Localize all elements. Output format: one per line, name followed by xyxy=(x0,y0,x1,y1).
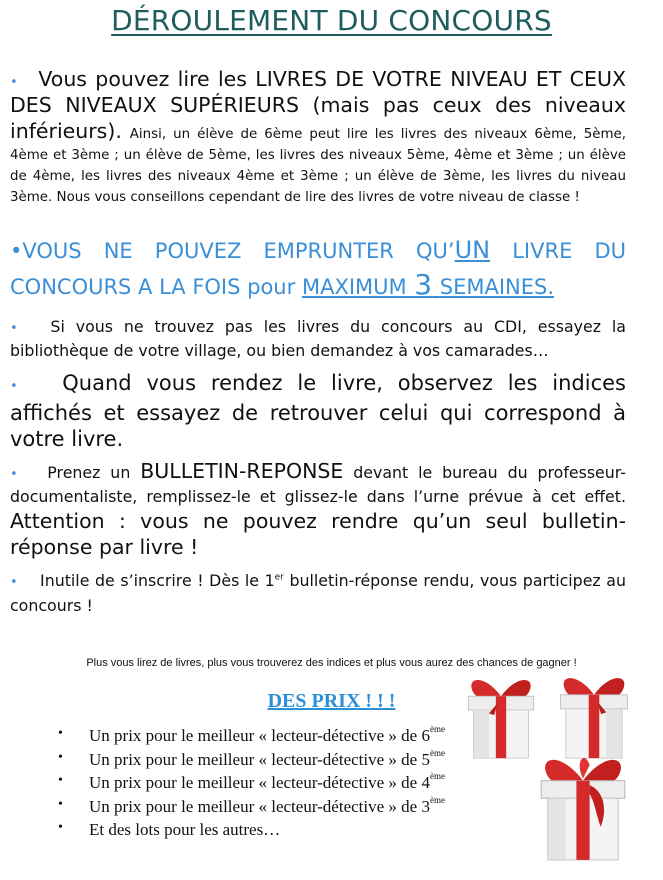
rule-reading-levels xyxy=(10,66,626,207)
rule-no-registration-text-1: Inutile de s’inscrire ! Dès le 1 xyxy=(40,571,275,590)
rule-no-registration xyxy=(10,569,626,617)
bullet-icon: • xyxy=(10,239,23,263)
rule-borrowing-text-1: VOUS NE POUVEZ EMPRUNTER QU’ xyxy=(22,239,455,263)
prize-list xyxy=(58,724,445,842)
prize-item xyxy=(58,818,445,842)
rule-borrowing-one: UN xyxy=(454,236,491,264)
bullet-icon: • xyxy=(58,796,63,812)
bullet-icon: • xyxy=(58,726,63,741)
prizes-title: DES PRIX ! ! ! xyxy=(267,690,396,712)
bullet-icon: • xyxy=(10,575,18,590)
rule-no-registration-text-2: bulletin-réponse rendu, vous participez au concours ! xyxy=(10,571,626,615)
prize-item-sup: ème xyxy=(429,794,445,805)
prize-item xyxy=(58,795,445,819)
prize-item xyxy=(58,748,445,772)
rule-reading-levels-lead: Vous pouvez lire les LIVRES DE VOTRE NIVEAU ET CEUX DES NIVEAUX SUPÉRIEURS (mais pas ceux des niveaux inférieurs). xyxy=(10,67,626,143)
rule-answer-slip xyxy=(10,460,626,560)
tagline: Plus vous lirez de livres, plus vous trouverez des indices et plus vous aurez des chances de gagner ! xyxy=(86,657,577,669)
rule-answer-slip-text-2: devant le bureau du professeur- documentaliste, remplissez-le et glissez-le dans l’urne prévue à cet effet. xyxy=(10,463,626,506)
bullet-icon: • xyxy=(58,749,63,765)
bullet-icon: • xyxy=(10,75,18,90)
prize-item-sup: ème xyxy=(429,724,445,735)
prize-item-text: Un prix pour le meilleur « lecteur-détective » de 4 xyxy=(89,773,430,792)
page-title: DÉROULEMENT DU CONCOURS xyxy=(111,4,552,37)
rule-return-clues xyxy=(10,370,626,452)
bullet-icon: • xyxy=(10,467,18,482)
rule-borrowing-weeks: SEMAINES. xyxy=(439,275,554,299)
bullet-icon: • xyxy=(58,773,63,788)
prize-item xyxy=(58,771,445,795)
rule-no-registration-sup: er xyxy=(274,572,284,583)
rule-borrowing-limit xyxy=(10,233,626,304)
prize-item-text: Un prix pour le meilleur « lecteur-détective » de 6 xyxy=(89,726,430,745)
rule-borrowing-maximum xyxy=(301,268,554,301)
rule-library-tip xyxy=(10,316,626,362)
rule-reading-levels-detail: Ainsi, un élève de 6ème peut lire les livres des niveaux 6ème, 5ème, 4ème et 3ème ; un élève de 5ème, les livres des niveaux 5ème, 4ème et 3ème ; un élève de 4ème, les livres des niveaux 4ème et 3ème ; un élève de 3ème, les livres du niveau 3ème. Nous vous conseillons cependant de lire des livres de votre niveau de classe ! xyxy=(10,127,626,205)
rule-borrowing-three: 3 xyxy=(414,268,433,301)
rule-borrowing-text-2: LIVRE DU CONCOURS A LA FOIS pour xyxy=(10,239,626,299)
prize-item-sup: ème xyxy=(429,771,445,782)
rule-return-clues-text: Quand vous rendez le livre, observez les indices affichés et essayez de retrouver celui qui correspond à votre livre. xyxy=(10,371,626,451)
prize-item-text: Un prix pour le meilleur « lecteur-détective » de 5 xyxy=(89,749,430,769)
rule-answer-slip-attention: Attention : vous ne pouvez rendre qu’un seul bulletin-réponse par livre ! xyxy=(10,509,626,559)
prize-item-text: Et des lots pour les autres… xyxy=(89,820,281,839)
bullet-icon: • xyxy=(10,379,18,394)
bullet-icon: • xyxy=(58,820,63,835)
prize-item-text: Un prix pour le meilleur « lecteur-détective » de 3 xyxy=(89,796,430,816)
gift-icon xyxy=(528,744,638,868)
rule-library-tip-text: Si vous ne trouvez pas les livres du concours au CDI, essayez la bibliothèque de votre village, ou bien demandez à vos camarades… xyxy=(10,317,626,360)
rule-answer-slip-text-1: Prenez un xyxy=(47,463,131,482)
prize-item xyxy=(58,724,445,748)
rule-answer-slip-bulletin: BULLETIN-REPONSE xyxy=(140,459,344,483)
bullet-icon: • xyxy=(10,321,18,336)
rule-borrowing-maximum-label: MAXIMUM xyxy=(301,275,407,299)
prize-item-sup: ème xyxy=(429,747,445,758)
